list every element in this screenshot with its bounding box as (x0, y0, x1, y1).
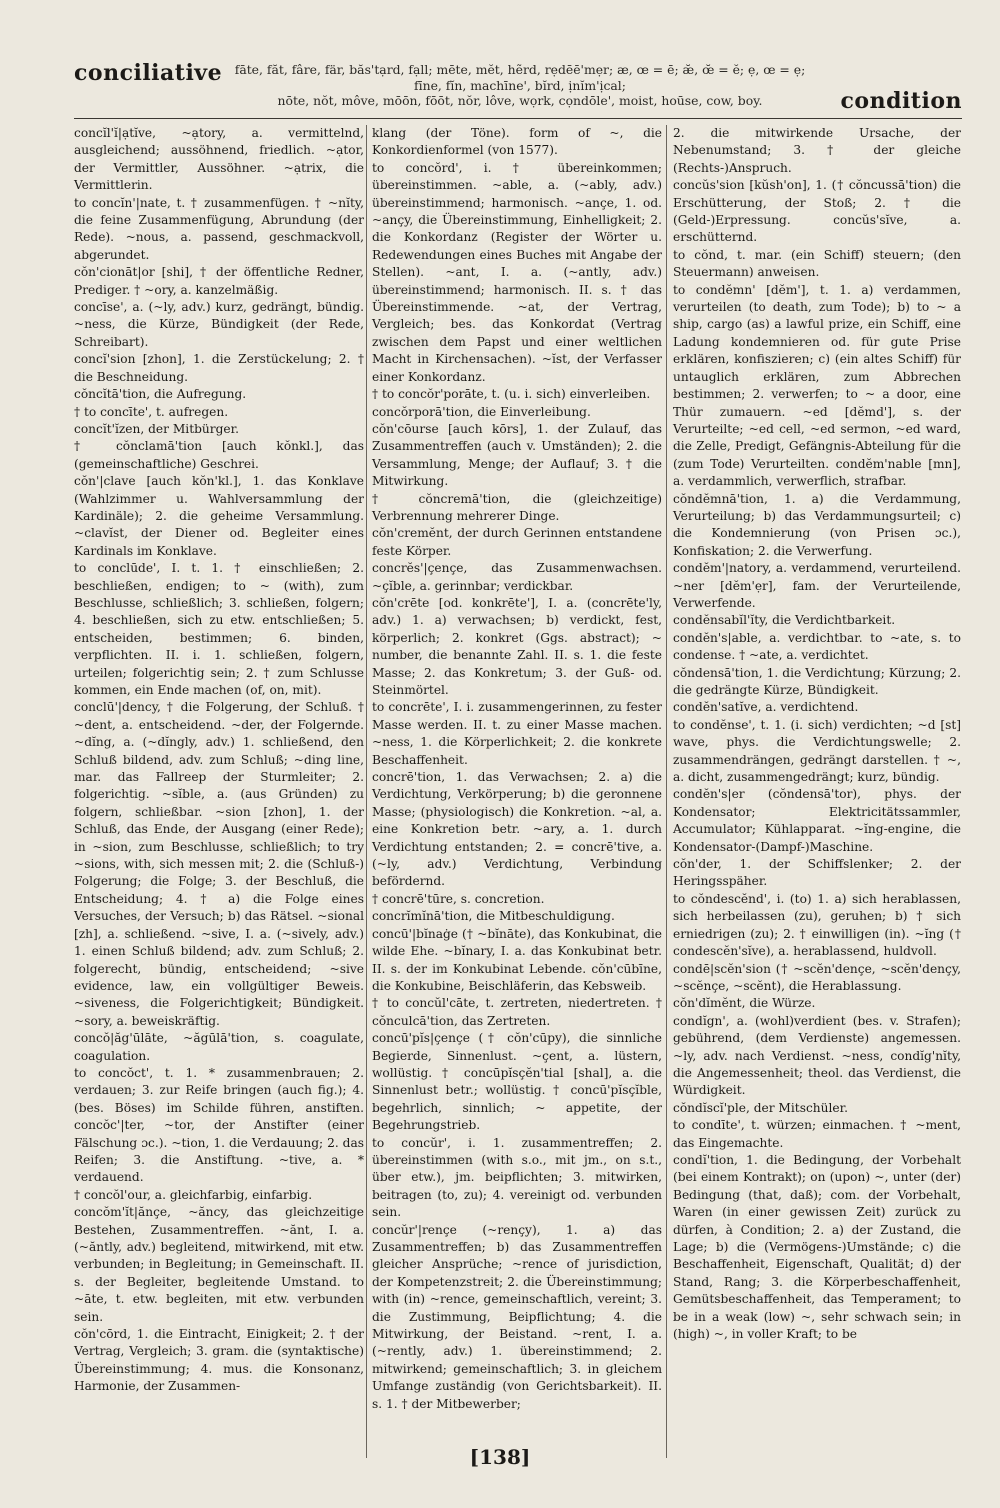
dictionary-entry: concŏm'ĭt|ănçe, ~ăncy, das gleichzeitige Bestehen, Zusammentreffen. ~ănt, I. a. (~ăntly, adv.) begleitend, mitwirkend, mit etw. verbunden; in Begleitung; in Gemeinschaft. II. s. der Begleiter, begleitende Umstand. to ~āte, t. etw. begleiten, mit etw. verbunden sein. (74, 1205, 364, 1324)
dictionary-entry: † cŏncremā'tion, die (gleichzeitige) Verbrennung mehrerer Dinge. (372, 491, 662, 523)
column-divider (366, 125, 367, 1458)
dictionary-entry: cŏncĭtā'tion, die Aufregung. (74, 387, 247, 402)
pronunciation-key-line: nōte, nŏt, môve, mōōn, fōōt, nŏr, lôve, wọrk, cọndōle', moist, hoūse, cow, boy. (277, 93, 763, 108)
dictionary-entry: to concŏrd', i. † übereinkommen; übereinstimmen. ~able, a. (~ably, adv.) übereinstimmend; harmonisch. ~ançe, 1. od. ~ançy, die Übereinstimmung, Einhelligkeit; 2. die Konkordanz (Register der Wörter u. Redewendungen eines Buches mit Angabe der Stellen). ~ant, I. a. (~antly, adv.) übereinstimmend; harmonisch. II. s. † das Übereinstimmende. ~at, der Vertrag, Vergleich; bes. das Konkordat (Vertrag zwischen dem Papst und einer weltlichen Macht in Kirchensachen). ~ĭst, der Verfasser einer Konkordanz. (372, 160, 662, 384)
dictionary-entry: concĭl'ĭ|ạtĭve, ~ạtory, a. vermittelnd, ausgleichend; aussöhnend, friedlich. ~ạtor, der Vermittler, Aussöhner. ~ạtrix, die Vermittlerin. (74, 126, 364, 193)
dictionary-entry: concū'pĭs|çençe († cŏn'cūpy), die sinnliche Begierde, Sinnenlust. ~çent, a. lüstern, wollüstig. † concūpĭsçĕn'tial [shal], a. die Sinnenlust betr.; wollüstig. † concū'pĭsçĭble, begehrlich, sinnlich; ~ appetite, der Begehrungstrieb. (372, 1031, 662, 1133)
dictionary-entry: concrē'tion, 1. das Verwachsen; 2. a) die Verdichtung, Verkörperung; b) die geronnene Masse; (physiologisch) die Konkretion. ~al, a. eine Konkretion betr. ~ary, a. 1. durch Verdichtung entstanden; 2. = concrē'tive, a. (~ly, adv.) Verdichtung, Verbindung befördernd. (372, 770, 662, 889)
dictionary-entry: condĕn'satĭve, a. verdichtend. (673, 700, 859, 715)
column-1 (74, 125, 364, 1396)
column-2 (372, 125, 662, 1413)
dictionary-entry: concŏ|ăg'ūlāte, ~ăgūlā'tion, s. coagulate, coagulation. (74, 1031, 364, 1063)
dictionary-entry: † to concīte', t. aufregen. (74, 404, 229, 419)
dictionary-entry: cŏn'|clave [auch kŏn'kl.], 1. das Konklave (Wahlzimmer u. Wahlversammlung der Kardinäle); 2. die geheime Versammlung. ~clavĭst, der Diener od. Begleiter eines Kardinals im Konklave. (74, 474, 364, 558)
dictionary-entry: cŏndĭscĭ'ple, der Mitschüler. (673, 1100, 848, 1115)
dictionary-entry: concŭr'|rençe (~rençy), 1. a) das Zusammentreffen; b) das Zusammentreffen gleicher Ansprüche; ~rence of jurisdiction, der Kompetenzstreit; 2. die Übereinstimmung; with (in) ~rence, gemeinschaftlich, vereint; 3. die Zustimmung, Beipflichtung; 4. die Mitwirkung, der Beistand. ~rent, I. a. (~rently, adv.) 1. übereinstimmend; 2. mitwirkend; gemeinschaftlich; 3. in gleichem Umfange zuständig (von Gerichtsbarkeit). II. s. 1. † der Mitbewerber; (372, 1222, 662, 1411)
page-number: [138] (469, 1445, 531, 1469)
dictionary-entry: condĕn's|er (cŏndensā'tor), phys. der Kondensator; Elektricitätssammler, Accumulator; Kühlapparat. ~ĭng-engine, die Kondensator-(Dampf-)Maschine. (673, 787, 961, 854)
dictionary-entry: to cŏnd, t. mar. (ein Schiff) steuern; (den Steuermann) anweisen. (673, 247, 961, 280)
guide-word-left: conciliative (74, 60, 223, 86)
dictionary-entry: condĭ'tion, 1. die Bedingung, der Vorbehalt (bei einem Kontrakt); on (upon) ~, unter (der) Bedingung (that, daß); com. der Vorbehalt, Waren (in einer gewissen Zeit) zurück zu dürfen, à Condition; 2. a) der Zustand, die Lage; b) die (Vermögens-)Umstände; c) die Beschaffenheit, Eigenschaft, Qualität; d) der Stand, Rang; 3. die Körperbeschaffenheit, Gemütsbeschaffenheit, das Temperament; to be in a weak (low) ~, sehr schwach sein; in (high) ~, in voller Kraft; to be (673, 1152, 961, 1342)
dictionary-entry: conclū'|dency, † die Folgerung, der Schluß. † ~dent, a. entscheidend. ~der, der Folgernde. ~dĭng, a. (~dĭngly, adv.) 1. schließend, den Schluß bildend, adv. zum Schluß; ~ding line, mar. das Fallreep der Sturmleiter; 2. folgerichtig. ~sĭble, a. (aus Gründen) zu folgern, schließbar. ~sion [zhon], 1. der Schluß, das Ende, der Ausgang (einer Rede); in ~sion, zum Beschlusse, schließlich; to try ~sions, with, sich messen mit; 2. die (Schluß-) Folgerung; die Folge; 3. der Beschluß, die Entscheidung; 4. † a) die Folge eines Versuches, der Versuch; b) das Rätsel. ~sional [zh], a. schließend. ~sive, I. a. (~sively, adv.) 1. einen Schluß bildend; adv. zum Schluß; 2. folgerecht, bündig, entscheidend; ~sive evidence, law, ein vollgültiger Beweis. ~siveness, die Folgerichtigkeit; Bündigkeit. ~sory, a. beweiskräftig. (74, 700, 364, 1028)
dictionary-entry: cŏn'crēte [od. konkrēte'], I. a. (concrēte'ly, adv.) 1. a) verwachsen; b) verdickt, fest, körperlich; 2. konkret (Ggs. abstract); ~ number, die benannte Zahl. II. s. 1. die feste Masse; 2. das Konkretum; 3. der Guß- od. Steinmörtel. (372, 595, 662, 697)
dictionary-entry: to concrēte', I. i. zusammengerinnen, zu fester Masse werden. II. t. zu einer Masse machen. ~ness, 1. die Körperlichkeit; 2. die konkrete Beschaffenheit. (372, 700, 662, 767)
dictionary-entry: to cŏndescĕnd', i. (to) 1. a) sich herablassen, sich herbeilassen (zu), geruhen; b) † sich erniedrigen (zu); 2. † einwilligen (in). ~ĭng († condescĕn'sĭve), a. herablassend, huldvoll. (673, 891, 961, 959)
dictionary-entry: concŏrporā'tion, die Einverleibung. (372, 404, 591, 419)
dictionary-entry: cŏn'cōurse [auch kōrs], 1. der Zulauf, das Zusammentreffen (auch v. Umständen); 2. die Versammlung, Menge; der Auflauf; 3. † die Mitwirkung. (372, 421, 662, 489)
dictionary-entry: cŏndensā'tion, 1. die Verdichtung; Kürzung; 2. die gedrängte Kürze, Bündigkeit. (673, 665, 961, 697)
dictionary-entry: concĭt'ĭzen, der Mitbürger. (74, 421, 239, 436)
dictionary-entry: to condīte', t. würzen; einmachen. † ~ment, das Eingemachte. (673, 1118, 961, 1150)
dictionary-entry: to condĕmn' [dĕm'], t. 1. a) verdammen, verurteilen (to death, zum Tode); b) to ~ a ship, cargo (as) a lawful prize, ein Schiff, eine Ladung kondemnieren od. für gute Prise erklären, konfiszieren; c) (ein altes Schiff) für untauglich erklären, zum Abbrechen bestimmen; 2. verwerfen; to ~ a door, eine Thür zumauern. ~ed [dĕmd'], s. der Verurteilte; ~ed cell, ~ed sermon, ~ed ward, die Zelle, Predigt, Gefängnis-Abteilung für die (zum Tode) Verurteilten. condĕm'nable [mn], a. verdammlich, verwerflich, strafbar. (673, 282, 961, 489)
column-3 (673, 125, 961, 1343)
dictionary-entry: cŏn'dĭmĕnt, die Würze. (673, 996, 816, 1011)
dictionary-entry: to concŏct', t. 1. * zusammenbrauen; 2. verdauen; 3. zur Reife bringen (auch fig.); 4. (bes. Böses) im Schilde führen, anstiften. concŏc'|ter, ~tor, der Anstifter (einer Fälschung ɔc.). ~tion, 1. die Verdauung; 2. das Reifen; 3. die Anstiftung. ~tive, a. * verdauend. (74, 1065, 364, 1185)
dictionary-entry: condĕm'|natory, a. verdammend, verurteilend. ~ner [dĕm'ẹr], fam. der Verurteilende, Verwerfende. (673, 561, 961, 610)
guide-word-right: condition (840, 88, 962, 114)
dictionary-entry: 2. die mitwirkende Ursache, der Nebenumstand; 3. † der gleiche (Rechts-)Anspruch. (673, 126, 961, 175)
dictionary-entry: † cŏnclamā'tion [auch kŏnkl.], das (gemeinschaftliche) Geschrei. (74, 439, 364, 471)
dictionary-entry: concŭs'sion [kŭsh'on], 1. († cŏncussā'tion) die Erschütterung, der Stoß; 2. † die (Geld-)Erpressung. concŭs'sĭve, a. erschütternd. (673, 178, 961, 245)
dictionary-entry: cŏn'der, 1. der Schiffslenker; 2. der Heringsspäher. (673, 857, 961, 889)
dictionary-entry: † concrē'tūre, s. concretion. (372, 891, 545, 906)
dictionary-entry: cŏn'cōrd, 1. die Eintracht, Einigkeit; 2. † der Vertrag, Vergleich; 3. gram. die (syntaktische) Übereinstimmung; 4. mus. die Konsonanz, Harmonie, der Zusammen- (74, 1327, 364, 1394)
dictionary-entry: condĕn's|able, a. verdichtbar. to ~ate, s. to condense. † ~ate, a. verdichtet. (673, 630, 961, 663)
dictionary-entry: klang (der Töne). form of ~, die Konkordienformel (von 1577). (372, 126, 662, 158)
dictionary-entry: † to concŭl'cāte, t. zertreten, niedertreten. † cŏnculcā'tion, das Zertreten. (372, 996, 662, 1028)
dictionary-entry: cŏn'cremĕnt, der durch Gerinnen entstandene feste Körper. (372, 526, 662, 558)
pronunciation-key-line: fāte, făt, fâre, fär, băs'tạrd, fạll; mēte, mĕt, hẽrd, rẹdēē'mẹr; æ, œ = ē; æ̆, œ̆ = ĕ; ẹ, œ = ẹ; (234, 62, 806, 77)
dictionary-entry: concrĕs'|çençe, das Zusammenwachsen. ~çĭble, a. gerinnbar; verdickbar. (372, 561, 662, 593)
pronunciation-key (230, 62, 810, 109)
pronunciation-key-line: fīne, fĭn, machīne', bĭrd, ịnĭm'ịcal; (414, 77, 626, 93)
dictionary-entry: cŏndĕmnā'tion, 1. a) die Verdammung, Verurteilung; b) das Verdammungsurteil; c) die Kondemnierung (von Prisen ɔc.), Konfiskation; 2. die Verwerfung. (673, 491, 961, 558)
dictionary-entry: condĭgn', a. (wohl)verdient (bes. v. Strafen); gebührend, (dem Verdienste) angemessen. ~ly, adv. nach Verdienst. ~ness, condĭg'nĭty, die Angemessenheit; theol. das Verdienst, die Würdigkeit. (673, 1013, 961, 1098)
dictionary-entry: concīse', a. (~ly, adv.) kurz, gedrängt, bündig. ~ness, die Kürze, Bündigkeit (der Rede, Schreibart). (74, 300, 364, 349)
dictionary-entry: to concŭr', i. 1. zusammentreffen; 2. übereinstimmen (with s.o., mit jm., on s.t., über etw.), jm. beipflichten; 3. mitwirken, beitragen (to, zu); 4. vereinigt od. verbunden sein. (372, 1135, 662, 1220)
dictionary-entry: condĕnsabĭl'ĭty, die Verdichtbarkeit. (673, 613, 896, 628)
dictionary-entry: to conclūde', I. t. 1. † einschließen; 2. beschließen, endigen; to ~ (with), zum Beschlusse, schließlich; 3. schließen, folgern; 4. beschließen, sich zu etw. entschließen; 5. entscheiden, bestimmen; 6. binden, verpflichten. II. i. 1. schließen, folgern, urteilen; folgerichtig sein; 2. † zum Schlusse kommen, ein Ende machen (of, on, mit). (74, 561, 364, 697)
dictionary-entry: concū'|bĭnaġe († ~bĭnāte), das Konkubinat, die wilde Ehe. ~bĭnary, I. a. das Konkubinat betr. II. s. der im Konkubinat Lebende. cŏn'cūbīne, die Konkubine, Beischläferin, das Kebsweib. (372, 926, 662, 993)
dictionary-entry: † concŏl'our, a. gleichfarbig, einfarbig. (74, 1187, 313, 1202)
dictionary-entry: to condĕnse', t. 1. (i. sich) verdichten; ~d [st] wave, phys. die Verdichtungswelle; 2. zusammendrängen, gedrängt darstellen. † ~, a. dicht, zusammengedrängt; kurz, bündig. (673, 717, 961, 785)
dictionary-entry: † to concŏr'porāte, t. (u. i. sich) einverleiben. (372, 387, 651, 402)
dictionary-entry: condē|scĕn'sion († ~scĕn'dençe, ~scĕn'dençy, ~scĕnçe, ~scĕnt), die Herablassung. (673, 961, 961, 993)
dictionary-entry: to concĭn'|nate, t. † zusammenfügen. † ~nĭty, die feine Zusammenfügung, Abrundung (der Rede). ~nous, a. passend, geschmackvoll, abgerundet. (74, 195, 364, 262)
dictionary-entry: concĭ'sion [zhon], 1. die Zerstückelung; 2. † die Beschneidung. (74, 352, 364, 384)
column-divider (666, 125, 667, 1458)
header-rule (74, 118, 962, 119)
dictionary-entry: cŏn'cionāt|or [shi], † der öffentliche Redner, Prediger. † ~ory, a. kanzelmäßig. (74, 265, 364, 297)
dictionary-entry: concrĭmĭnā'tion, die Mitbeschuldigung. (372, 909, 615, 924)
